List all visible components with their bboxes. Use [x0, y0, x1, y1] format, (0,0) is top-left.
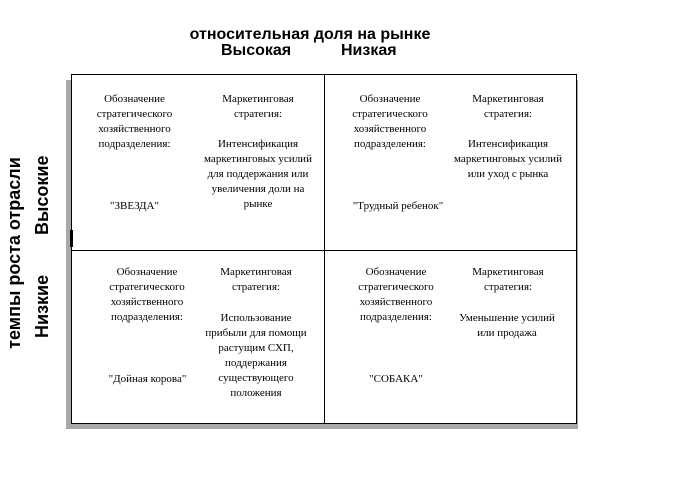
- y-axis-low-label: Низкие: [32, 274, 52, 338]
- dog-name: "СОБАКА": [369, 373, 423, 385]
- vertical-divider: [324, 75, 325, 423]
- x-axis-title: относительная доля на рынке: [189, 26, 431, 43]
- problem-child-strategy-label: Маркетинговая стратегия:: [472, 93, 544, 120]
- star-strategy-label: Маркетинговая стратегия:: [222, 93, 294, 120]
- left-edge-marker: [70, 230, 73, 247]
- dog-strategy-label: Маркетинговая стратегия:: [472, 266, 544, 293]
- problem-child-designation: Обозначение стратегического хозяйственного подразделения:: [352, 93, 428, 150]
- dog-designation: Обозначение стратегического хозяйственного подразделения:: [358, 266, 434, 323]
- star-designation: Обозначение стратегического хозяйственного подразделения:: [96, 93, 173, 150]
- cash-cow-strategy-label: Маркетинговая стратегия:: [220, 266, 292, 293]
- star-strategy: Интенсификация маркетинговых усилий для поддержания или увеличения доли на рынке: [204, 138, 312, 210]
- x-axis-high-label: Высокая: [221, 42, 292, 59]
- cash-cow-name: "Дойная корова": [108, 373, 187, 385]
- y-axis-title: темпы роста отрасли: [4, 157, 24, 349]
- cash-cow-strategy: Использование прибыли для помощи растущим СХП, поддержания существующего положения: [205, 312, 307, 399]
- dog-strategy: Уменьшение усилий или продажа: [459, 312, 555, 339]
- star-name: "ЗВЕЗДА": [110, 200, 159, 212]
- horizontal-divider: [72, 250, 576, 251]
- cash-cow-designation: Обозначение стратегического хозяйственного подразделения:: [109, 266, 185, 323]
- problem-child-name: "Трудный ребенок": [352, 200, 444, 212]
- problem-child-strategy: Интенсификация маркетинговых усилий или уход с рынка: [454, 138, 562, 180]
- x-axis-low-label: Низкая: [341, 42, 397, 59]
- y-axis-high-label: Высокие: [32, 155, 52, 235]
- bcg-matrix: [71, 74, 577, 424]
